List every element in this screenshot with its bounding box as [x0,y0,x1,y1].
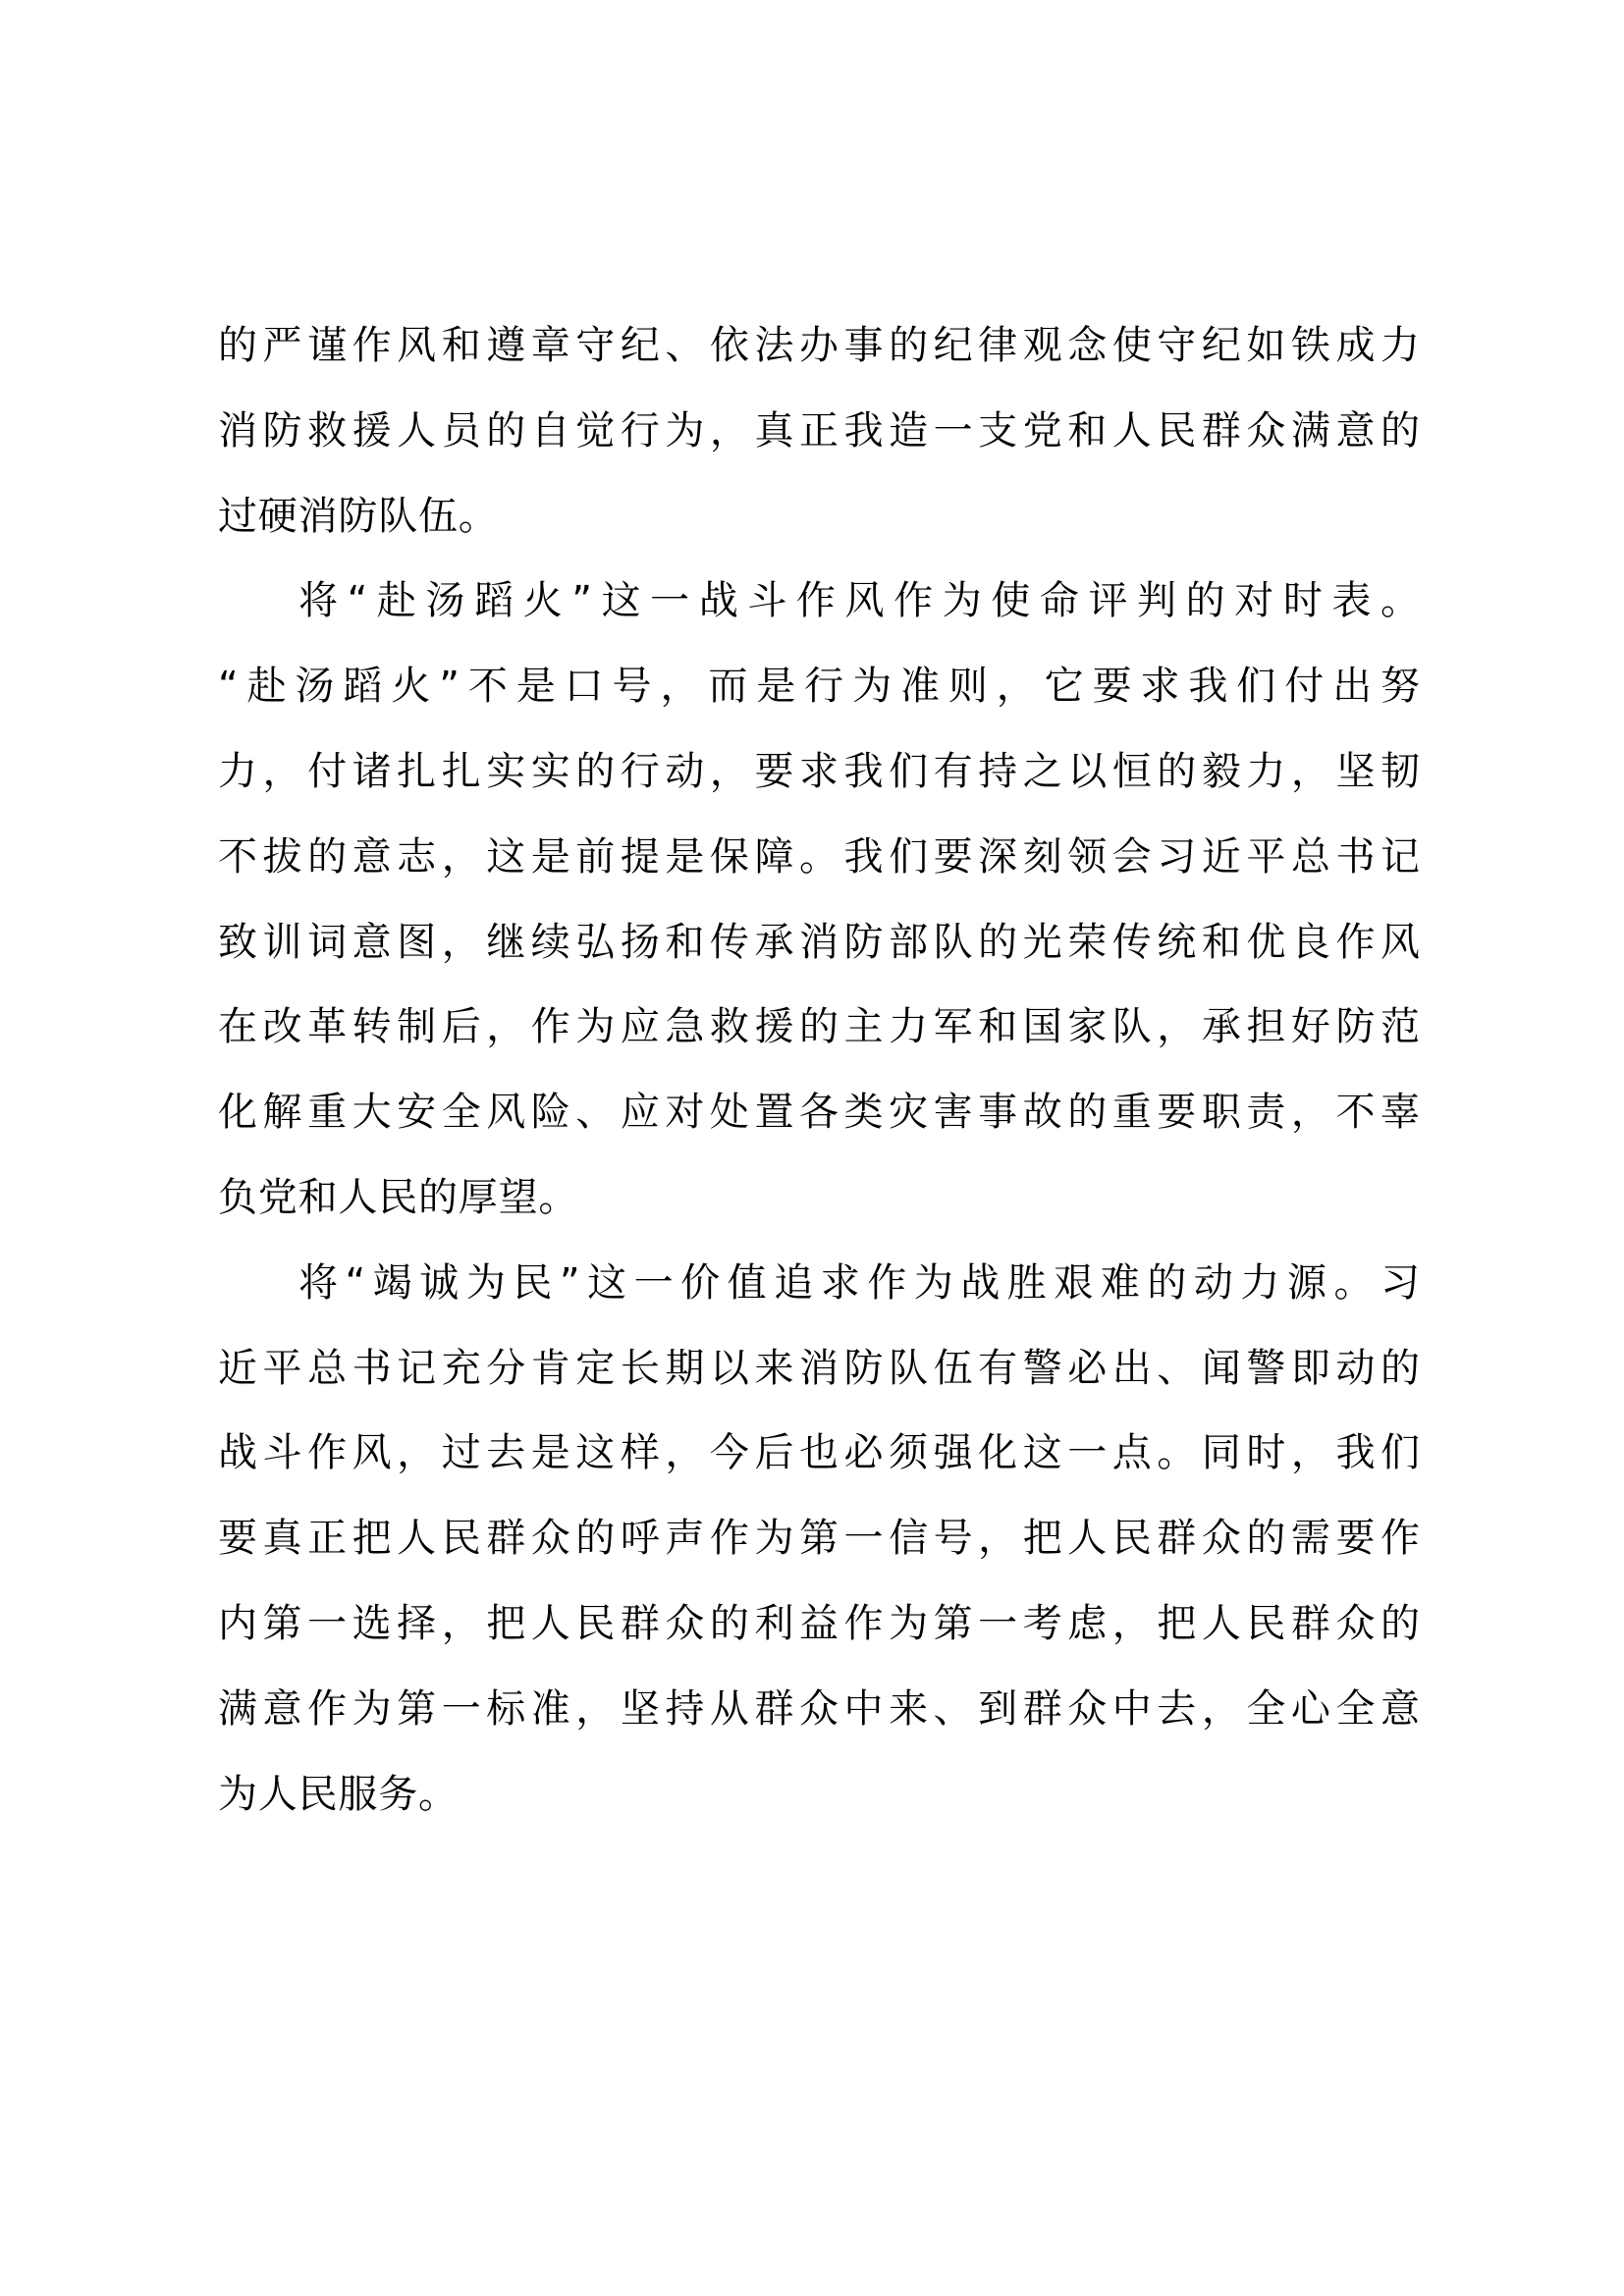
document-body [218,316,1420,1849]
paragraph-line: 不拔的意志，这是前提是保障。我们要深刻领会习近平总书记 [218,833,1420,880]
paragraph-line: 满意作为第一标准，坚持从群众中来、到群众中去，全心全意 [218,1685,1420,1732]
paragraph-1 [218,316,1420,571]
paragraph-line: 消防救援人员的自觉行为，真正我造一支党和人民群众满意的 [218,407,1420,454]
paragraph-line: 为人民服务。 [218,1771,459,1817]
paragraph-line: 的严谨作风和遵章守纪、依法办事的纪律观念使守纪如铁成力 [218,323,1420,368]
paragraph-2 [218,571,1420,1253]
paragraph-line: 要真正把人民群众的呼声作为第一信号，把人民群众的需要作 [218,1516,1420,1562]
paragraph-line: 化解重大安全风险、应对处置各类灾害事故的重要职责，不辜 [218,1090,1420,1136]
paragraph-line: 近平总书记充分肯定长期以来消防队伍有警必出、闻警即动的 [218,1345,1420,1391]
paragraph-line: 在改革转制后，作为应急救援的主力军和国家队，承担好防范 [218,1004,1420,1050]
paragraph-first-line: 将“赴汤蹈火”这一战斗作风作为使命评判的对时表。 [298,578,1420,624]
paragraph-line: 战斗作风，过去是这样，今后也必须强化这一点。同时，我们 [218,1430,1420,1476]
paragraph-line: “赴汤蹈火”不是口号，而是行为准则，它要求我们付出努 [218,664,1420,710]
paragraph-line: 负党和人民的厚望。 [218,1174,579,1220]
paragraph-line: 内第一选择，把人民群众的利益作为第一考虑，把人民群众的 [218,1600,1420,1646]
paragraph-3 [218,1254,1420,1850]
paragraph-line: 过硬消防队伍。 [218,493,499,539]
paragraph-line: 致训词意图，继续弘扬和传承消防部队的光荣传统和优良作风 [218,919,1420,965]
paragraph-line: 力，付诸扎扎实实的行动，要求我们有持之以恒的毅力，坚韧 [218,748,1420,794]
paragraph-first-line: 将“竭诚为民”这一价值追求作为战胜艰难的动力源。习 [298,1259,1420,1306]
